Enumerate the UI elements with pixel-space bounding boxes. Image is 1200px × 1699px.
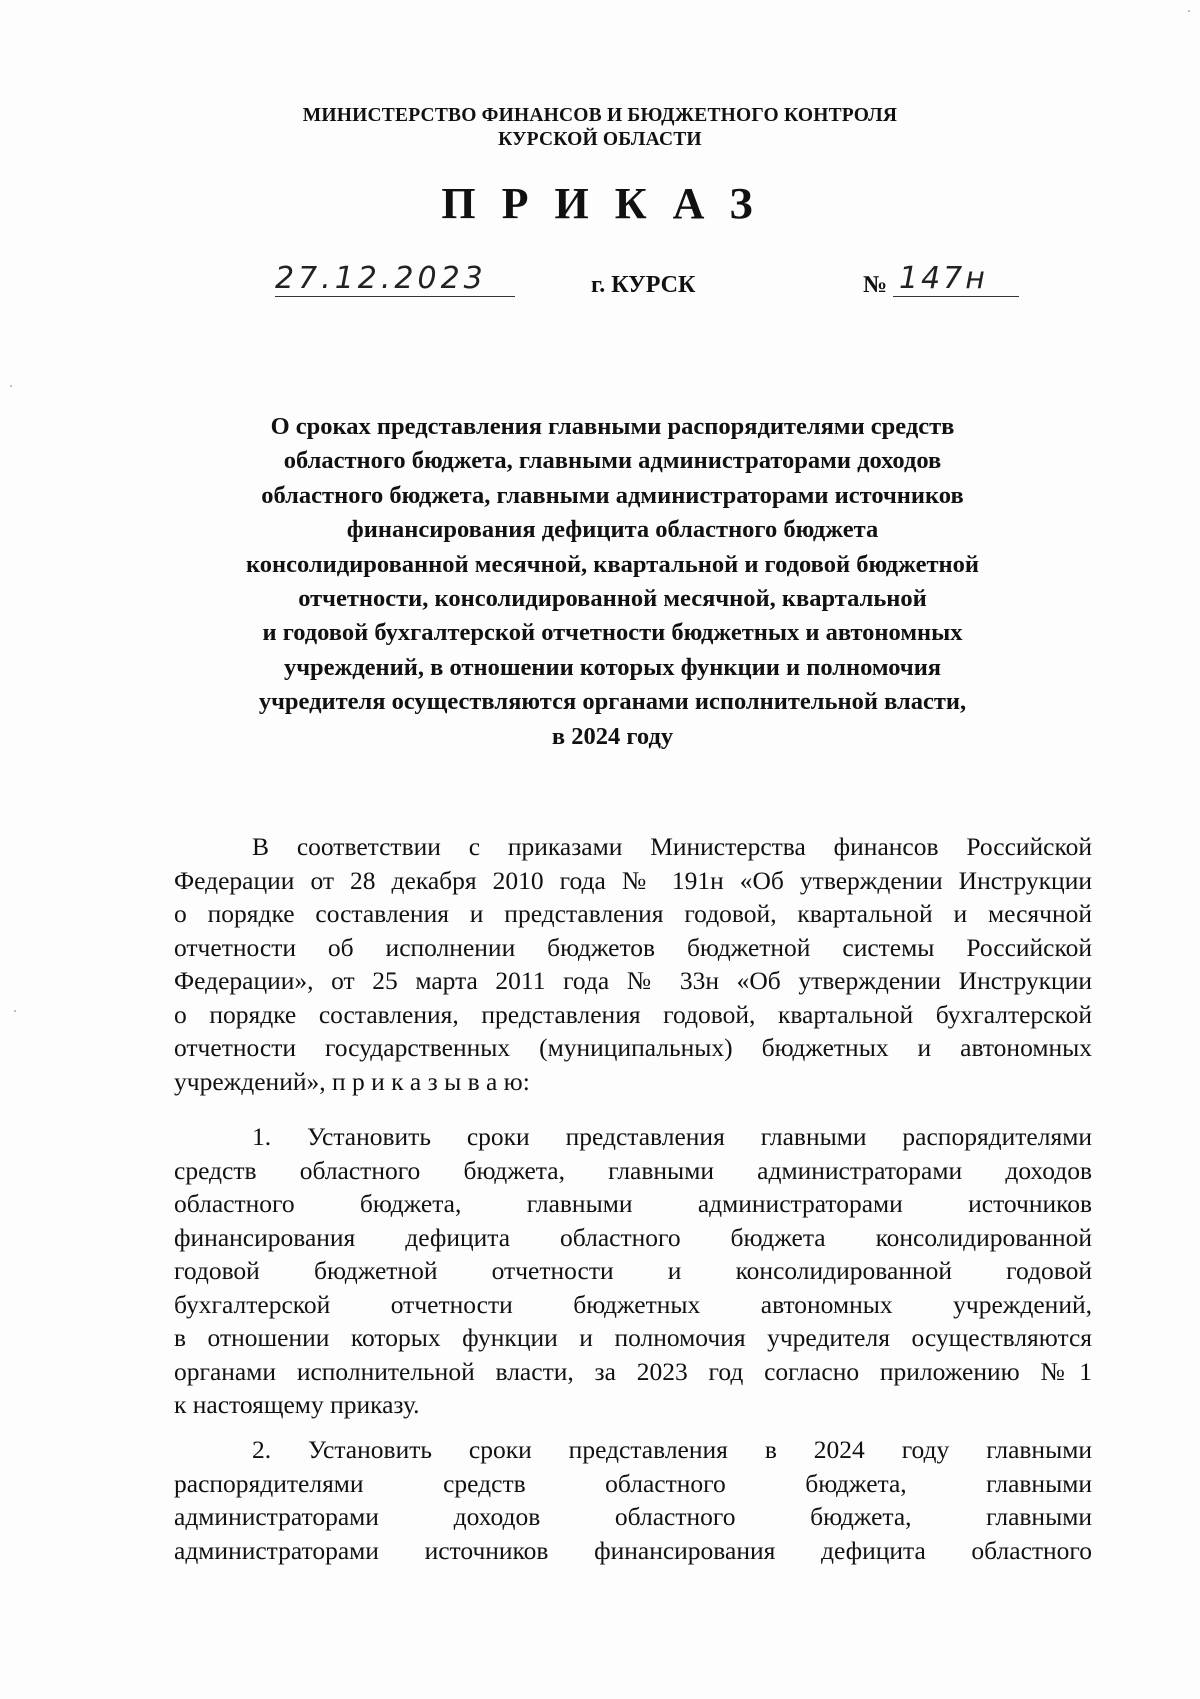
heading-line: и годовой бухгалтерской отчетности бюджетных и автономных (262, 619, 963, 647)
ministry-line-2: КУРСКОЙ ОБЛАСТИ (498, 129, 702, 150)
ministry-line-1: МИНИСТЕРСТВО ФИНАНСОВ И БЮДЖЕТНОГО КОНТРОЛЯ (302, 105, 898, 126)
heading-line: отчетности, консолидированной месячной, квартальной (298, 585, 927, 613)
city-label: г. КУРСК (591, 272, 696, 298)
handwritten-date: 27.12.2023 (275, 262, 515, 297)
item-2-paragraph (174, 1433, 1092, 1567)
heading-line: учреждений, в отношении которых функции и полномочия (283, 653, 942, 681)
paragraph-line: в отношении которых функции и полномочия учредителя осуществляются (174, 1323, 1092, 1352)
preamble-paragraph (174, 830, 1092, 1098)
scan-speck (10, 385, 12, 387)
paragraph-line: о порядке составления и представления годовой, квартальной и месячной (174, 899, 1092, 928)
number-sign: № (863, 272, 888, 298)
paragraph-line: Федерации от 28 декабря 2010 года № 191н «Об утверждении Инструкции (174, 865, 1092, 895)
paragraph-line: В соответствии с приказами Министерства финансов Российской (252, 832, 1092, 861)
heading-line: областного бюджета, главными администраторами источников (261, 481, 964, 509)
paragraph-line: средств областного бюджета, главными администраторами доходов (174, 1155, 1092, 1185)
heading-line: финансирования дефицита областного бюджета (346, 516, 879, 544)
paragraph-line: о порядке составления, представления годовой, квартальной бухгалтерской (174, 999, 1092, 1029)
paragraph-line: отчетности государственных (муниципальных) бюджетных и автономных (174, 1033, 1092, 1062)
paragraph-line: учреждений», п р и к а з ы в а ю: (174, 1066, 530, 1096)
paragraph-line: годовой бюджетной отчетности и консолидированной годовой (174, 1256, 1092, 1285)
paragraph-line: бухгалтерской отчетности бюджетных автономных учреждений, (174, 1289, 1092, 1319)
ministry-name (0, 104, 1200, 152)
item-1-paragraph (174, 1120, 1092, 1422)
paragraph-line: к настоящему приказу. (174, 1390, 420, 1419)
paragraph-line: Федерации», от 25 марта 2011 года № 33н «Об утверждении Инструкции (174, 966, 1092, 995)
paragraph-line: финансирования дефицита областного бюджета консолидированной (174, 1222, 1092, 1252)
paragraph-line: администраторами источников финансирования дефицита областного (174, 1535, 1092, 1565)
scan-speck (14, 1010, 16, 1012)
handwritten-order-number: 147н (893, 262, 1019, 297)
paragraph-line: 1. Установить сроки представления главными распорядителями (252, 1122, 1092, 1151)
paragraph-line: отчетности об исполнении бюджетов бюджетной системы Российской (174, 932, 1092, 962)
document-type-title: ПРИКАЗ (441, 179, 779, 228)
paragraph-line: 2. Установить сроки представления в 2024 году главными (252, 1435, 1092, 1464)
paragraph-line: органами исполнительной власти, за 2023 год согласно приложению №1 (174, 1356, 1092, 1386)
heading-line: О сроках представления главными распорядителями средств (270, 413, 955, 440)
heading-line: консолидированной месячной, квартальной и годовой бюджетной (245, 550, 980, 578)
order-subject-heading (160, 410, 1065, 754)
heading-line: в 2024 году (551, 722, 674, 750)
scan-speck (1188, 10, 1190, 12)
paragraph-line: администраторами доходов областного бюджета, главными (174, 1502, 1092, 1531)
paragraph-line: распорядителями средств областного бюджета, главными (174, 1468, 1092, 1498)
heading-line: учредителя осуществляются органами исполнительной власти, (258, 688, 967, 716)
paragraph-line: областного бюджета, главными администраторами источников (174, 1189, 1092, 1218)
heading-line: областного бюджета, главными администраторами доходов (283, 447, 942, 475)
